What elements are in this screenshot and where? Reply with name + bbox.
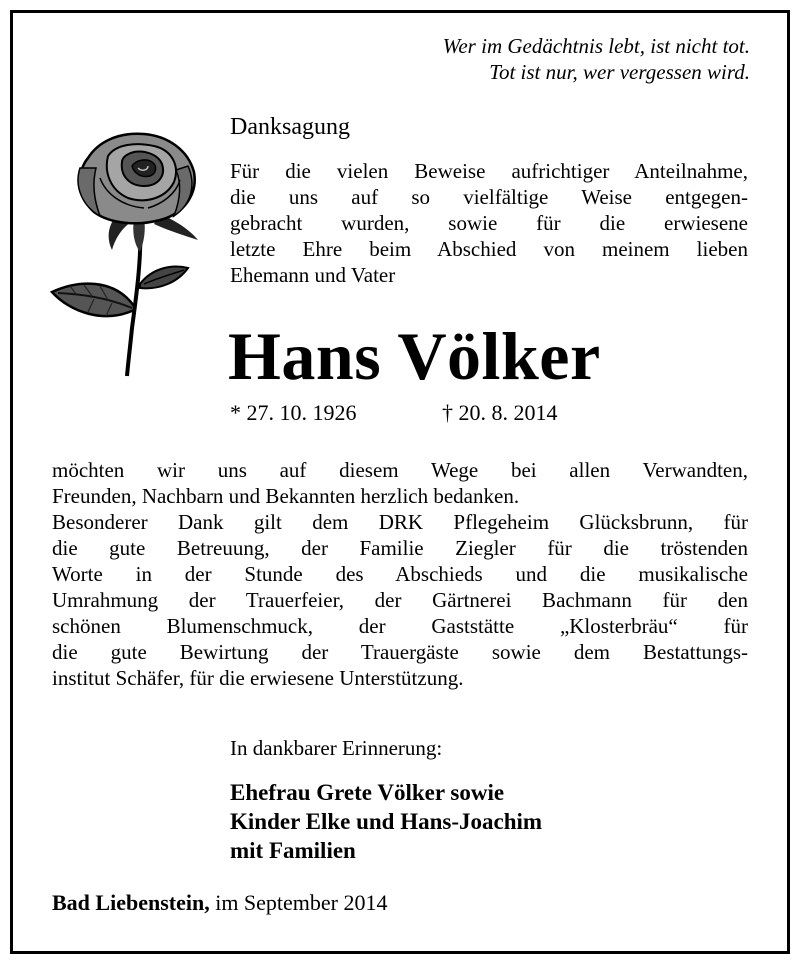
signers: [230, 778, 542, 865]
closing-line: In dankbarer Erinnerung:: [230, 736, 443, 760]
rose-icon: [48, 128, 210, 380]
body-line: Besonderer Dank gilt dem DRK Pflegeheim Glücksbrunn, für: [52, 510, 748, 534]
intro-line: gebracht wurden, sowie für die erwiesene: [230, 211, 748, 235]
heading-danksagung: Danksagung: [230, 114, 350, 140]
intro-paragraph: [230, 158, 748, 288]
body-line: die gute Betreuung, der Familie Ziegler für die tröstenden: [52, 536, 748, 560]
place-date: [52, 890, 388, 916]
signer-line: mit Familien: [230, 838, 356, 863]
intro-line: Ehemann und Vater: [230, 263, 396, 287]
place-town: Bad Liebenstein,: [52, 890, 210, 915]
signer-line: Ehefrau Grete Völker sowie: [230, 780, 505, 805]
motto-line: Wer im Gedächtnis lebt, ist nicht tot.: [442, 34, 750, 58]
birth-date: * 27. 10. 1926: [230, 400, 357, 425]
signer-line: Kinder Elke und Hans-Joachim: [230, 809, 543, 834]
body-line: institut Schäfer, für die erwiesene Unterstützung.: [52, 666, 464, 690]
intro-line: letzte Ehre beim Abschied von meinem lieben: [230, 237, 748, 261]
motto: [443, 33, 750, 85]
thanks-paragraph: [52, 457, 748, 691]
motto-line: Tot ist nur, wer vergessen wird.: [489, 60, 750, 84]
intro-line: die uns auf so vielfältige Weise entgegen-: [230, 185, 748, 209]
body-line: Freunden, Nachbarn und Bekannten herzlich bedanken.: [52, 484, 520, 508]
body-line: Umrahmung der Trauerfeier, der Gärtnerei Bachmann für den: [52, 588, 748, 612]
deceased-name: Hans Völker: [228, 318, 601, 394]
body-line: möchten wir uns auf diesem Wege bei allen Verwandten,: [52, 458, 748, 482]
place-month: im September 2014: [215, 890, 388, 915]
life-dates: [230, 400, 558, 426]
body-line: schönen Blumenschmuck, der Gaststätte „Klosterbräu“ für: [52, 614, 748, 638]
death-date: † 20. 8. 2014: [442, 400, 558, 425]
intro-line: Für die vielen Beweise aufrichtiger Anteilnahme,: [230, 159, 748, 183]
body-line: die gute Bewirtung der Trauergäste sowie dem Bestattungs-: [52, 640, 748, 664]
body-line: Worte in der Stunde des Abschieds und die musikalische: [52, 562, 748, 586]
